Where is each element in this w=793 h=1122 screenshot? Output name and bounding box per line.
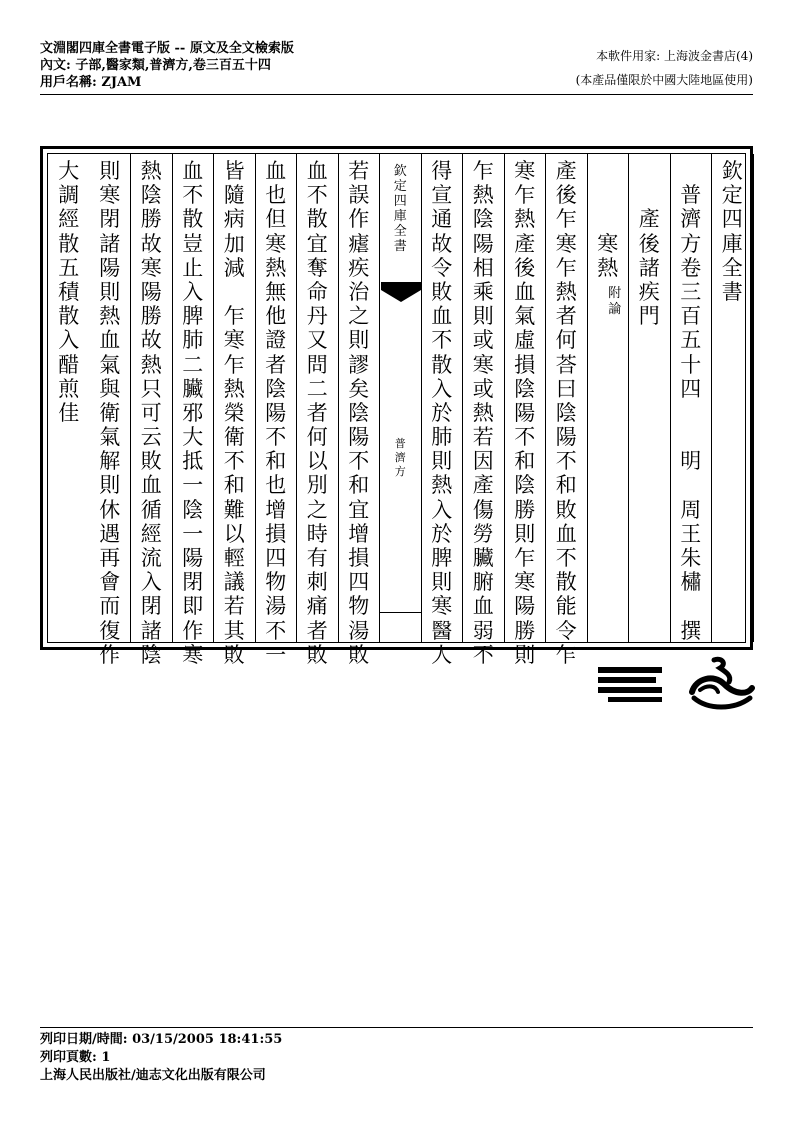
column-text: 乍 熱 陰 陽 相 乘 則 或 寒 或 熱 若 因 產 傷 勞 臟 腑 血 弱 不 bbox=[472, 159, 494, 667]
column-text: 血 不 散 豈 止 入 脾 肺 二 臟 邪 大 抵 一 陰 一 陽 閉 即 作 寒 bbox=[182, 159, 204, 667]
column-text: 普 濟 方 卷 三 百 五 十 四 明 周 王 朱 橚 撰 bbox=[680, 183, 702, 643]
header-licensee: 本軟件用家: 上海波金書店(4) bbox=[596, 49, 753, 63]
column-text: 寒 熱 附 論 bbox=[588, 159, 629, 318]
column-text: 皆 隨 病 加 減 乍 寒 乍 熱 榮 衛 不 和 難 以 輕 議 若 其 敗 bbox=[223, 159, 245, 667]
text-column bbox=[505, 154, 547, 667]
column-note: 附 論 bbox=[608, 285, 622, 317]
print-datetime: 列印日期/時間: 03/15/2005 18:41:55 bbox=[40, 1032, 283, 1047]
print-page-count: 列印頁數: 1 bbox=[40, 1050, 111, 1065]
column-text: 產 後 諸 疾 門 bbox=[638, 207, 660, 329]
text-column bbox=[48, 154, 90, 642]
header-title: 文淵閣四庫全書電子版 -- 原文及全文檢索版 bbox=[40, 41, 294, 56]
column-text: 得 宣 通 故 令 敗 血 不 散 入 於 肺 則 熱 入 於 脾 則 寒 醫 人 bbox=[431, 159, 453, 667]
text-column bbox=[214, 154, 256, 667]
text-column bbox=[131, 154, 173, 667]
header-left bbox=[40, 40, 294, 91]
column-text: 血 不 散 宜 奪 命 丹 又 問 二 者 何 以 別 之 時 有 刺 痛 者 敗 bbox=[306, 159, 328, 667]
text-column bbox=[297, 154, 339, 667]
header-region-notice: (本產品僅限於中國大陸地區使用) bbox=[575, 73, 753, 87]
column-text: 則 寒 閉 諸 陽 則 熱 血 氣 與 衛 氣 解 則 休 遇 再 會 而 復 作 bbox=[99, 159, 121, 667]
header-content-path: 內文: 子部,醫家類,普濟方,卷三百五十四 bbox=[40, 58, 271, 73]
publisher-logo-icon bbox=[596, 654, 756, 714]
text-column bbox=[546, 154, 588, 667]
banxin-rule bbox=[380, 612, 421, 613]
column-text: 若 誤 作 瘧 疾 治 之 則 謬 矣 陰 陽 不 和 宜 增 損 四 物 湯 敗 bbox=[348, 159, 370, 667]
column-text: 產 後 乍 寒 乍 熱 者 何 荅 曰 陰 陽 不 和 敗 血 不 散 能 令 乍 bbox=[555, 159, 577, 667]
text-column bbox=[256, 154, 298, 667]
text-column bbox=[90, 154, 132, 667]
fishtail-mark-icon bbox=[381, 282, 421, 302]
column-text: 血 也 但 寒 熱 無 他 證 者 陰 陽 不 和 也 增 損 四 物 湯 不 一 bbox=[265, 159, 287, 667]
text-column bbox=[422, 154, 464, 667]
header-right bbox=[576, 44, 753, 92]
text-column bbox=[588, 154, 630, 642]
text-column bbox=[339, 154, 381, 667]
footer bbox=[40, 1031, 282, 1085]
publisher-credit: 上海人民出版社/迪志文化出版有限公司 bbox=[40, 1068, 266, 1083]
footer-divider bbox=[40, 1027, 753, 1028]
banxin-column bbox=[380, 154, 422, 642]
column-text: 大 調 經 散 五 積 散 入 醋 煎 佳 bbox=[58, 159, 80, 425]
header-user: 用戶名稱: ZJAM bbox=[40, 75, 142, 90]
column-text: 熱 陰 勝 故 寒 陽 勝 故 熱 只 可 云 敗 血 循 經 流 入 閉 諸 陰 bbox=[140, 159, 162, 667]
column-text: 欽 定 四 庫 全 書 bbox=[721, 159, 743, 304]
text-column bbox=[173, 154, 215, 667]
banxin-book-title: 普 濟 方 bbox=[394, 437, 406, 478]
text-column bbox=[671, 154, 713, 642]
header-divider bbox=[40, 94, 753, 95]
text-columns bbox=[47, 153, 746, 667]
text-column bbox=[463, 154, 505, 667]
text-column bbox=[629, 154, 671, 642]
column-text: 寒 乍 熱 產 後 血 氣 虛 損 陰 陽 不 和 陰 勝 則 乍 寒 陽 勝 則 bbox=[514, 159, 536, 667]
banxin-title: 欽 定 四 庫 全 書 bbox=[393, 164, 407, 254]
text-column bbox=[712, 154, 754, 642]
page-frame bbox=[40, 146, 753, 667]
